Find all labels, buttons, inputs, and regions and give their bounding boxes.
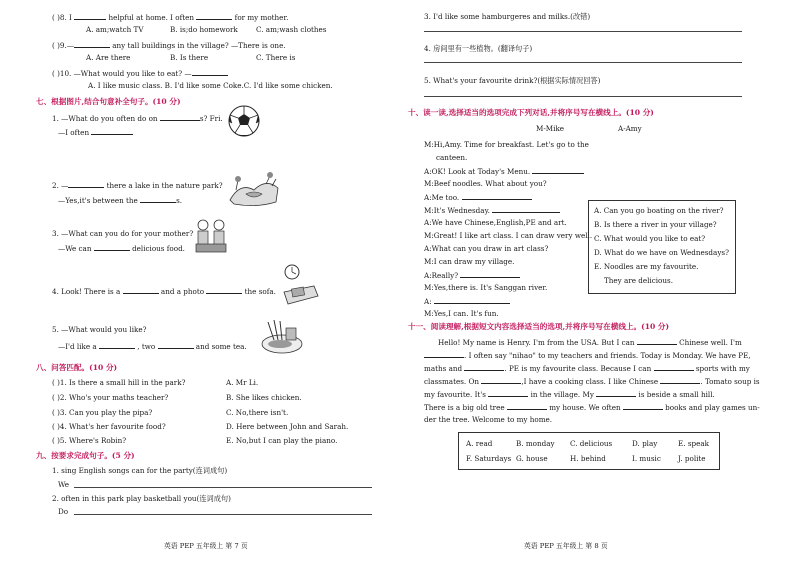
word-bank-box bbox=[458, 432, 720, 470]
r5-question: 5. What's your favourite drink?(根据实际情况回答) bbox=[424, 76, 601, 85]
s9-q2-start: Do bbox=[58, 507, 69, 516]
word-f: F. Saturdays bbox=[466, 454, 512, 463]
dialog-line-1b: canteen. bbox=[436, 153, 468, 162]
football-picture bbox=[226, 104, 262, 138]
s7q3-line-a: 3. —What can you do for your mother? bbox=[52, 229, 194, 238]
dialog-blank-3[interactable] bbox=[492, 205, 560, 213]
dialog-line-12: A: bbox=[424, 296, 510, 306]
r5-answer-line[interactable] bbox=[424, 96, 742, 97]
q9-option-b: B. Is there bbox=[170, 53, 209, 62]
word-j: J. polite bbox=[678, 454, 706, 463]
dialog-line-8: A:What can you draw in art class? bbox=[424, 244, 549, 253]
dialog-blank-2[interactable] bbox=[462, 192, 532, 200]
passage-blank-5[interactable] bbox=[481, 376, 521, 384]
s7q2-blank-2[interactable] bbox=[140, 195, 176, 203]
s8-q2: ( )2. Who's your maths teacher? bbox=[52, 393, 169, 402]
passage-blank-6[interactable] bbox=[660, 376, 700, 384]
dialog-line-7: M:Great! I like art class. I can draw very well. bbox=[424, 231, 593, 240]
word-e: E. speak bbox=[678, 439, 709, 448]
word-d: D. play bbox=[632, 439, 658, 448]
s7q4-line: 4. Look! There is a and a photo the sofa. bbox=[52, 287, 276, 296]
dialog-option-e: E. Noodles are my favourite. bbox=[594, 262, 699, 271]
word-i: I. music bbox=[632, 454, 661, 463]
word-g: G. house bbox=[516, 454, 548, 463]
word-b: B. monday bbox=[516, 439, 555, 448]
s8-a3: C. No,there isn't. bbox=[226, 408, 289, 417]
r4-answer-line[interactable] bbox=[424, 62, 742, 63]
passage-blank-4[interactable] bbox=[654, 363, 694, 371]
dialog-line-4: A:Me too. bbox=[424, 192, 532, 202]
passage-line-6: There is a big old tree my house. We often books and play games un- bbox=[424, 403, 760, 412]
word-c: C. delicious bbox=[570, 439, 613, 448]
q10-options: A. I like music class. B. I'd like some Coke.C. I'd like some chicken. bbox=[88, 81, 333, 90]
s9-q2: 2. often in this park play basketball you(连词成句) bbox=[52, 494, 231, 503]
s8-q3: ( )3. Can you play the pipa? bbox=[52, 408, 153, 417]
s9-q1-answer-line[interactable] bbox=[74, 487, 372, 488]
passage-blank-8[interactable] bbox=[596, 389, 636, 397]
dialog-blank-5[interactable] bbox=[434, 296, 510, 304]
speaker-amy: A-Amy bbox=[618, 124, 642, 133]
dialog-blank-1[interactable] bbox=[532, 166, 584, 174]
passage-blank-3[interactable] bbox=[464, 363, 504, 371]
dialog-line-11: M:Yes,there is. It's Sanggan river. bbox=[424, 283, 548, 292]
speaker-mike: M-Mike bbox=[536, 124, 565, 133]
dialog-option-d: D. What do we have on Wednesdays? bbox=[594, 248, 729, 257]
word-h: H. behind bbox=[570, 454, 606, 463]
sofa-clock-picture bbox=[278, 262, 320, 306]
r3-answer-line[interactable] bbox=[424, 31, 742, 32]
cooking-picture bbox=[192, 216, 230, 256]
passage-blank-10[interactable] bbox=[623, 402, 663, 410]
s7q1-blank-2[interactable] bbox=[91, 127, 133, 135]
dialog-line-2: A:OK! Look at Today's Menu. bbox=[424, 166, 584, 176]
dialog-line-10: A:Really? bbox=[424, 270, 520, 280]
s7q5-line-a: 5. —What would you like? bbox=[52, 325, 147, 334]
dialog-option-e-cont: They are delicious. bbox=[604, 276, 673, 285]
q8-option-b: B. is;do homework bbox=[170, 25, 238, 34]
word-a: A. read bbox=[466, 439, 493, 448]
q9-line: ( )9.— any tall buildings in the village? —There is one. bbox=[52, 41, 286, 50]
dialog-line-5: M:It's Wednesday. bbox=[424, 205, 560, 215]
passage-line-1: Hello! My name is Henry. I'm from the USA. But I can Chinese well. I'm bbox=[438, 338, 742, 347]
s7q3-blank[interactable] bbox=[94, 243, 130, 251]
q8-line: ( )8. I helpful at home. I often for my mother. bbox=[52, 13, 289, 22]
dialog-option-b: B. Is there a river in your village? bbox=[594, 220, 717, 229]
section-10-heading: 十、读一读,选择适当的选项完成下列对话,并将序号写在横线上。(10 分) bbox=[408, 108, 654, 117]
q8-option-c: C. am;wash clothes bbox=[256, 25, 327, 34]
q9-option-c: C. There is bbox=[256, 53, 296, 62]
q9-blank[interactable] bbox=[74, 40, 110, 48]
s7q1-blank-1[interactable] bbox=[160, 113, 200, 121]
passage-blank-1[interactable] bbox=[637, 337, 677, 345]
s8-q5: ( )5. Where's Robin? bbox=[52, 436, 127, 445]
s8-a4: D. Here between John and Sarah. bbox=[226, 422, 349, 431]
s7q3-line-b: —We can delicious food. bbox=[58, 244, 185, 253]
right-page bbox=[400, 0, 800, 566]
passage-line-4: classmates. On ,I have a cooking class. I like Chinese . Tomato soup is bbox=[424, 377, 760, 386]
q8-blank-2[interactable] bbox=[196, 12, 232, 20]
passage-line-3: maths and . PE is my favourite class. Because I can sports with my bbox=[424, 364, 750, 373]
dialog-line-3: M:Beef noodles. What about you? bbox=[424, 179, 547, 188]
s7q5-line-b: —I'd like a , two and some tea. bbox=[58, 342, 247, 351]
dialog-line-13: M:Yes,I can. It's fun. bbox=[424, 309, 499, 318]
dialog-blank-4[interactable] bbox=[460, 270, 520, 278]
passage-line-5: my favourite. It's in the village. My is beside a small hill. bbox=[424, 390, 715, 399]
s7q1-line-a: 1. —What do you often do on s? Fri. bbox=[52, 114, 223, 123]
dialog-line-6: A:We have Chinese,English,PE and art. bbox=[424, 218, 567, 227]
s8-a5: E. No,but I can play the piano. bbox=[226, 436, 338, 445]
passage-blank-9[interactable] bbox=[507, 402, 547, 410]
dialog-line-1: M:Hi,Amy. Time for breakfast. Let's go to the bbox=[424, 140, 589, 149]
q10-blank[interactable] bbox=[192, 68, 228, 76]
section-7-heading: 七、根据图片,结合句意补全句子。(10 分) bbox=[36, 97, 181, 106]
s9-q1-start: We bbox=[58, 480, 70, 489]
dialog-option-a: A. Can you go boating on the river? bbox=[594, 206, 724, 215]
section-9-heading: 九、按要求完成句子。(5 分) bbox=[36, 451, 135, 460]
s9-q2-answer-line[interactable] bbox=[74, 514, 372, 515]
r4-question: 4. 房间里有一些植物。(翻译句子) bbox=[424, 44, 533, 53]
section-8-heading: 八、问答匹配。(10 分) bbox=[36, 363, 118, 372]
passage-blank-2[interactable] bbox=[424, 350, 464, 358]
q9-option-a: A. Are there bbox=[86, 53, 131, 62]
s8-a1: A. Mr Li. bbox=[226, 378, 259, 387]
right-footer: 英语 PEP 五年级上 第 8 页 bbox=[524, 542, 608, 550]
s8-q4: ( )4. What's her favourite food? bbox=[52, 422, 166, 431]
s7q2-line-b: —Yes,it's between the s. bbox=[58, 196, 183, 205]
q8-option-a: A. am;watch TV bbox=[86, 25, 144, 34]
passage-blank-7[interactable] bbox=[488, 389, 528, 397]
s7q1-line-b: —I often bbox=[58, 127, 133, 137]
food-picture bbox=[258, 318, 304, 356]
left-footer: 英语 PEP 五年级上 第 7 页 bbox=[164, 542, 248, 550]
passage-line-7: der the tree. Welcome to my home. bbox=[424, 415, 553, 424]
s7q5-blank-2[interactable] bbox=[158, 341, 194, 349]
s7q2-line-a: 2. — there a lake in the nature park? bbox=[52, 181, 223, 190]
s9-q1: 1. sing English songs can for the party(连词成句) bbox=[52, 466, 228, 475]
s7q4-blank-1[interactable] bbox=[123, 286, 159, 294]
s7q4-blank-2[interactable] bbox=[206, 286, 242, 294]
s8-q1: ( )1. Is there a small hill in the park? bbox=[52, 378, 186, 387]
section-11-heading: 十一、阅读理解,根据短文内容选择适当的选项,并将序号写在横线上。(10 分) bbox=[408, 322, 670, 331]
dialog-option-c: C. What would you like to eat? bbox=[594, 234, 706, 243]
s7q5-blank-1[interactable] bbox=[99, 341, 135, 349]
q10-line: ( )10. —What would you like to eat? — bbox=[52, 68, 228, 78]
s8-a2: B. She likes chicken. bbox=[226, 393, 302, 402]
passage-line-2: . I often say "nihao" to my teachers and friends. Today is Monday. We have PE, bbox=[424, 350, 751, 360]
dialog-line-9: M:I can draw my village. bbox=[424, 257, 515, 266]
lake-picture bbox=[226, 170, 282, 210]
q8-blank-1[interactable] bbox=[74, 12, 106, 20]
r3-question: 3. I'd like some hamburgeres and milks.(改错) bbox=[424, 12, 591, 21]
s7q2-blank-1[interactable] bbox=[68, 180, 104, 188]
